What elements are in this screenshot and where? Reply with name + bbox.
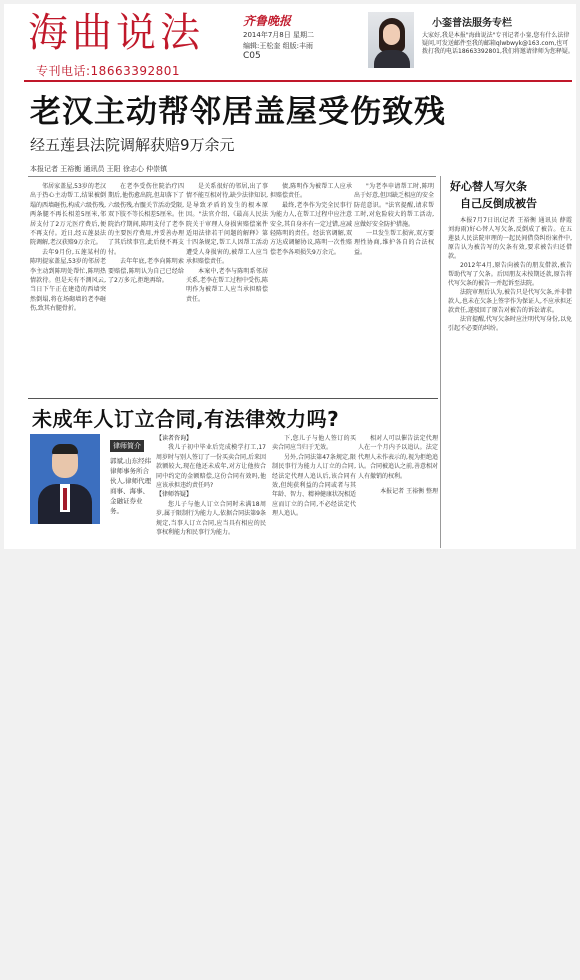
paragraph: 邻居家盖屋,53岁的老汉出于热心主动帮工,结果被倒塌的西墙砸伤,构成六级伤残,两条腿不再长相差5厘米,邻居支付了2万元医疗费后,便不再支付。近日,经五莲县法院调解,老汉获赔9万余元。 [30, 183, 106, 247]
paragraph: 在老李受伤住院治疗四期后,他伤愈出院,但却落下了六级伤残,右髋关节活动受限,双下肢不等长相差5厘米。住院治疗期间,陈明支付了老李的主要医疗费用,并妥善办理了其后续事宜,此后便不再支付。 [108, 183, 184, 256]
paragraph: 下,您儿子与他人签订的买卖合同应当归于无效。 [272, 435, 356, 452]
answer-tag: 【律师答疑】 [156, 491, 193, 499]
paragraph: 您儿子与他人订立合同时未满18周岁,属于限制行为能力人,依据合同法第9条规定,当事人订立合同,应当具有相应的民事权利能力和民事行为能力。 [156, 500, 266, 537]
paper-name: 齐鲁晚报 [243, 14, 292, 28]
paragraph: 本案中,老李与陈明系邻居关系,老李在帮工过程中受伤,陈明作为被帮工人应当承担赔偿责任。 [186, 267, 268, 303]
paragraph: 本报7月7日讯(记者 王裕衡 通讯员 薛霞 刘海雨)好心替人写欠条,反倒成了被告。在五莲县人民法院审理的一起民间借贷纠纷案件中,原告认为被告写的欠条有效,要求被告归还借款。 [448, 217, 572, 260]
paragraph: 我儿子初中毕业后完成模学打工,17周岁时与别人签订了一份买卖合同,后来因款额较大,现在他还未成年,对方让他按合同中约定的金额赔偿,这份合同有效吗,他应该承担违约责任吗? [156, 444, 266, 490]
story-column-3 [186, 182, 268, 372]
story-column-2 [108, 182, 184, 392]
section-divider [28, 398, 438, 399]
qa-column-1 [156, 434, 266, 544]
hotline-number: 专刊电话:18663392801 [36, 64, 181, 78]
story-column-4 [270, 182, 352, 372]
lawyer-photo [30, 434, 100, 524]
story-column-1 [30, 182, 106, 344]
editor-credits: 编辑:王松奎 组版:丰雨 [243, 42, 313, 50]
paragraph: "为老李申请帮工时,陈明出于好意,但因缺乏相应的安全防范意识。"法官提醒,请求帮工时,对危险较大的帮工活动,应做好安全防护措施。 [354, 183, 434, 228]
story-subheadline: 经五莲县法院调解获赔9万余元 [30, 136, 235, 154]
page-number: C05 [243, 51, 261, 61]
sidebar-body [448, 216, 572, 546]
paragraph: 法院审理后认为,被告只是代写欠条,并非借款人,也未在欠条上签字作为保证人,不应承担还款责任,遂驳回了原告对被告的诉讼请求。 [448, 289, 572, 314]
sidebar-headline-line1: 好心替人写欠条 [450, 180, 527, 193]
paragraph: 一旦发生帮工损害,双方要理性协商,维护各自的合法权益。 [354, 230, 434, 256]
paragraph: 债,陈明作为被帮工人应承担赔偿责任。 [270, 183, 352, 200]
columnist-photo [368, 12, 414, 68]
masthead-title: 海曲说法 [28, 10, 204, 56]
paragraph: 是关系很好的邻居,出了事情不能互相对待,缺少法律知识,是导致矛盾的发生的根本原因。"法官介绍,《最高人民法院关于审理人身损害赔偿案件适用法律若干问题的解释》第十四条规定,帮工人因帮工活动遭受人身损害的,被帮工人应当承担赔偿责任。 [186, 183, 268, 266]
header-divider [24, 80, 572, 82]
qa-column-2 [272, 434, 356, 544]
story-headline: 老汉主动帮邻居盖屋受伤致残 [30, 94, 446, 130]
paragraph: 相对人可以催告法定代理人在一个月内予以追认。法定代理人未作表示的,视为拒绝追认。合同被追认之前,善意相对人有撤销的权利。 [358, 435, 438, 480]
lawyer-badge: 律师简介 [110, 440, 144, 452]
lawyer-bio: 郭斌,山东经纬律师事务所合伙人,律师代理商事、海事、金融证券业务。 [110, 457, 152, 515]
qa-headline: 未成年人订立合同,有法律效力吗? [32, 407, 340, 431]
paragraph: 去年9月份,五莲某村的陈明提家盖屋,53岁的邻居老李主动到陈明处帮忙,陈明热情款待。但是天有不测风云,当日下午正在建造的西墙突然倒塌,将在场砌墙的老李砸伤,致其右腿骨折。 [30, 248, 106, 313]
issue-date: 2014年7月8日 星期二 [243, 31, 314, 39]
paragraph: 另外,合同法第47条规定,限制民事行为能力人订立的合同,经法定代理人追认后,该合同有效,但纯获利益的合同或者与其年龄、智力、精神健康状况相适应而订立的合同,不必经法定代理人追认。 [272, 453, 356, 518]
paragraph: 去年年底,老李向陈明索要赔偿,陈明认为自己已经给了2万多元,拒绝再给。 [108, 258, 184, 285]
story-byline: 本报记者 王裕衡 通讯员 王阳 徐志心 仲崇镇 [30, 165, 168, 173]
column-intro: 大家好,我是本报"海曲说法"专刊记者小銮,您有什么法律疑问,可发送邮件至我的邮箱qlwbwyk@163.com,也可拨打我的电话18663392801,我们将邀请律师为您释疑。 [422, 32, 574, 55]
newspaper-page [4, 4, 576, 549]
paragraph: 最终,老李作为完全民事行为能力人,在帮工过程中应注意安全,其自身亦有一定过错,应减轻陈明的责任。经法官调解,双方达成调解协议,陈明一次性赔偿老李各项损失9万余元。 [270, 201, 352, 256]
sidebar-headline-line2: 自己反倒成被告 [460, 197, 537, 210]
paragraph: 2012年4月,原告向被告的朋友借款,被告帮助代写了欠条。后因朋友未按期还款,原告将代写欠条的被告一并起诉至法院。 [448, 262, 572, 287]
reporter-credit: 本报记者 王裕衡 整理 [380, 488, 438, 496]
paragraph: 法官提醒,代写欠条时应注明代写身份,以免引起不必要的纠纷。 [448, 316, 572, 332]
sidebar-divider [440, 176, 441, 548]
question-tag: 【读者咨询】 [156, 435, 193, 442]
byline-divider [28, 176, 436, 177]
column-name: 小銮普法服务专栏 [432, 18, 512, 29]
qa-column-3 [358, 434, 438, 544]
story-column-5 [354, 182, 434, 372]
